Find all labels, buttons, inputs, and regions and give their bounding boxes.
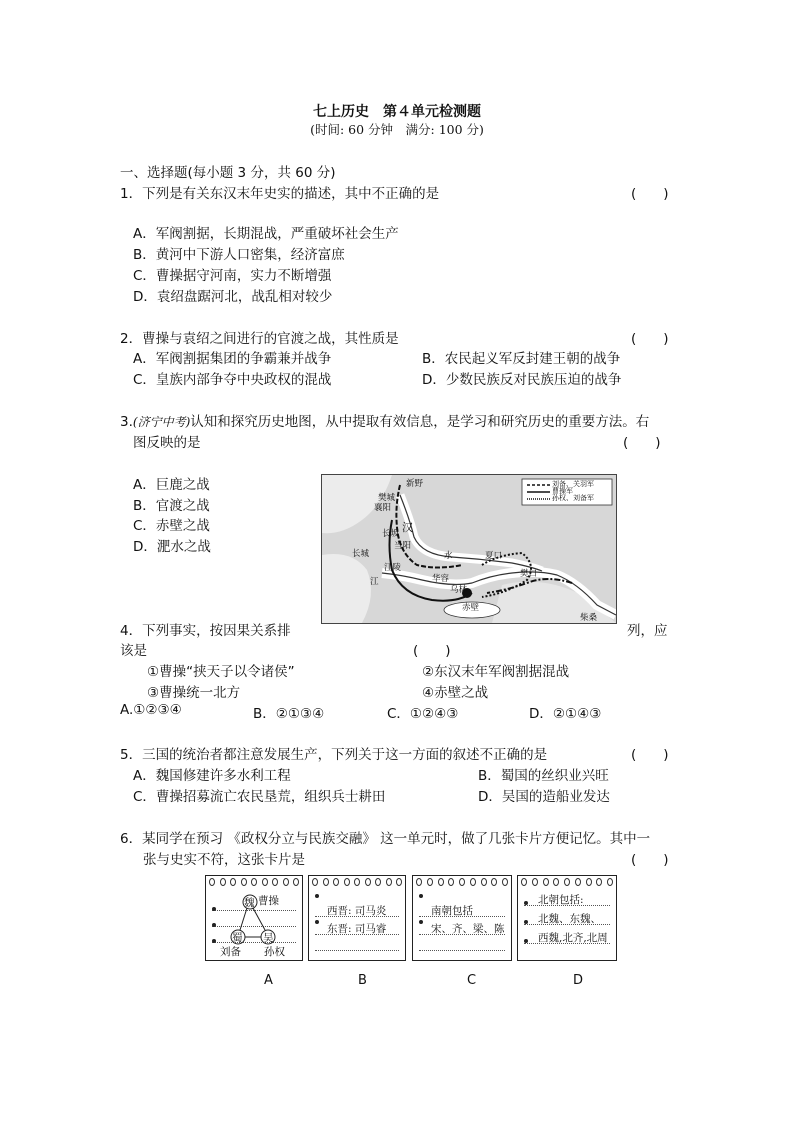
q6-paren: ( ): [631, 852, 669, 868]
card-b: [308, 875, 406, 961]
q2-stem: 2．曹操与袁绍之间进行的官渡之战，其性质是: [120, 331, 399, 347]
map-place-xiangyang: 襄阳: [374, 503, 392, 513]
map-place-huarong: 华容: [432, 574, 450, 584]
q1-option-d: D．袁绍盘踞河北，战乱相对较少: [133, 289, 333, 305]
map-place-xinye: 新野: [406, 479, 424, 489]
q6-stem-line1: 6．某同学在预习 《政权分立与民族交融》 这一单元时，做了几张卡片方便记忆。其中一: [120, 831, 651, 847]
q4-stem-right: 列，应: [627, 623, 668, 639]
q4-option-a: A.①②③④: [120, 702, 182, 718]
q4-paren: ( ): [413, 643, 451, 659]
card-a-label: A: [264, 973, 273, 988]
q4-item-2: ②东汉末年军阀割据混战: [422, 664, 570, 680]
card-d-line1: 北朝包括:: [538, 894, 584, 906]
q4-option-c: C．①②④③: [387, 706, 459, 722]
q5-option-b: B．蜀国的丝织业兴旺: [478, 768, 609, 784]
q3-option-b: B．官渡之战: [133, 498, 210, 514]
q2-paren: ( ): [631, 331, 669, 347]
map-place-xiakou: 夏口: [485, 551, 503, 561]
map-legend-1: 刘备、关羽军: [552, 480, 594, 488]
card-a-shu: 蜀: [232, 932, 243, 944]
q4-stem-line2: 该是: [120, 643, 147, 659]
page-subtitle: (时间: 60 分钟 满分: 100 分): [310, 122, 484, 137]
q3-source: (济宁中考): [132, 415, 191, 429]
section-heading: 一、选择题(每小题 3 分，共 60 分): [120, 165, 336, 181]
map-place-fankou: 樊口: [520, 569, 538, 579]
card-a-liubei: 刘备: [220, 946, 241, 958]
q3-option-a: A．巨鹿之战: [133, 477, 210, 493]
map-place-jiangling: 江陵: [384, 563, 402, 573]
q4-item-4: ④赤壁之战: [422, 685, 489, 701]
card-c: [412, 875, 512, 961]
map-place-chaisang: 柴桑: [580, 613, 598, 623]
card-b-line1: 西晋: 司马炎: [327, 905, 387, 917]
card-a-wei: 魏: [244, 897, 255, 909]
card-d-label: D: [573, 973, 584, 988]
map-legend-2: 曹操军: [552, 487, 573, 495]
q3-stem-text: 认知和探究历史地图，从中提取有效信息，是学习和研究历史的重要方法。右: [190, 414, 650, 430]
q6-stem-line2: 张与史实不符，这张卡片是: [143, 852, 305, 868]
page-title: 七上历史 第４单元检测题: [313, 104, 481, 120]
q5-stem: 5．三国的统治者都注意发展生产，下列关于这一方面的叙述不正确的是: [120, 747, 548, 763]
card-d-line2: 北魏、东魏、: [538, 913, 601, 925]
map-place-han: 汉: [402, 521, 413, 534]
card-a-sunquan: 孙权: [264, 946, 285, 958]
q4-option-b: B．②①③④: [253, 706, 325, 722]
card-d: [517, 875, 617, 961]
q2-option-a: A．军阀割据集团的争霸兼并战争: [133, 351, 332, 367]
map-place-shui: 水: [444, 551, 453, 561]
q4-item-3: ③曹操统一北方: [147, 685, 241, 701]
q3-stem-line2: 图反映的是: [133, 435, 201, 451]
map-place-chibi: 赤壁: [462, 603, 480, 613]
card-c-line1: 南朝包括: [431, 905, 473, 917]
card-a-wu: 吴: [263, 932, 274, 944]
q2-option-d: D．少数民族反对民族压迫的战争: [422, 372, 622, 388]
q5-option-c: C．曹操招募流亡农民垦荒，组织兵士耕田: [133, 789, 386, 805]
map-place-changban: 长坂: [382, 529, 400, 539]
card-a: [205, 875, 303, 961]
q1-paren: ( ): [631, 186, 669, 202]
q4-option-d: D．②①④③: [529, 706, 602, 722]
q1-stem: 1．下列是有关东汉末年史实的描述，其中不正确的是: [120, 186, 440, 202]
q5-option-a: A．魏国修建许多水利工程: [133, 768, 291, 784]
card-c-line2: 宋、齐、梁、陈: [431, 923, 505, 935]
q1-option-c: C．曹操据守河南，实力不断增强: [133, 268, 332, 284]
card-b-line2: 东晋: 司马睿: [327, 923, 387, 935]
q1-option-a: A．军阀割据，长期混战，严重破坏社会生产: [133, 226, 399, 242]
map-legend-3: 孙权、刘备军: [552, 494, 594, 502]
card-b-label: B: [358, 973, 367, 988]
q3-option-d: D．淝水之战: [133, 539, 211, 555]
map-place-dangyang: 当阳: [394, 541, 412, 551]
q4-item-1: ①曹操“挟天子以令诸侯”: [147, 664, 295, 680]
map-place-wulin: 乌林: [450, 585, 468, 595]
battle-map: [321, 474, 617, 624]
card-d-line3: 西魏,北齐,北周: [538, 932, 608, 944]
q1-option-b: B．黄河中下游人口密集，经济富庶: [133, 247, 345, 263]
q2-option-b: B．农民起义军反封建王朝的战争: [422, 351, 621, 367]
q5-option-d: D．吴国的造船业发达: [478, 789, 610, 805]
q3-stem-line1: [120, 410, 649, 430]
map-place-jiang: 江: [370, 577, 379, 587]
map-place-changcheng: 长城: [352, 549, 370, 559]
q2-option-c: C．皇族内部争夺中央政权的混战: [133, 372, 332, 388]
q3-paren: ( ): [623, 435, 661, 451]
q3-option-c: C．赤壁之战: [133, 518, 210, 534]
q4-stem-left: 4．下列事实，按因果关系排: [120, 623, 291, 639]
map-place-fancheng: 樊城: [378, 493, 396, 503]
card-a-caocao: 曹操: [258, 895, 279, 907]
q3-number: 3.: [120, 414, 133, 430]
q5-paren: ( ): [631, 747, 669, 763]
card-c-label: C: [467, 973, 477, 988]
